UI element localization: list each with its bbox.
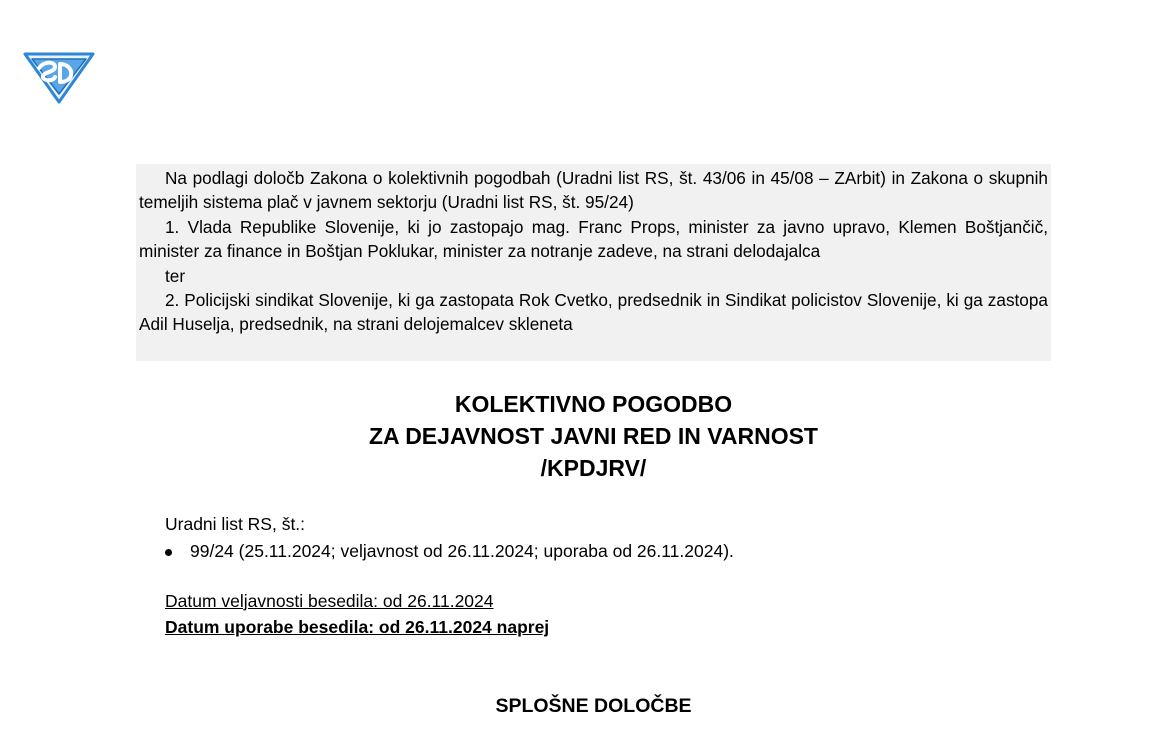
document-title — [136, 388, 1051, 484]
title-abbreviation: /KPDJRV/ — [540, 455, 647, 481]
gazette-list — [165, 538, 734, 565]
intro-block — [136, 164, 1051, 361]
bullet-icon — [165, 549, 172, 556]
sd-shield-logo-icon — [22, 48, 96, 104]
intro-paragraph: ter — [165, 265, 186, 286]
application-date: Datum uporabe besedila: od 26.11.2024 naprej — [165, 617, 550, 637]
gazette-reference — [165, 511, 734, 565]
intro-paragraph: Na podlagi določb Zakona o kolektivnih pogodbah (Uradni list RS, št. 43/06 in 45/08 – ZArbit) in Zakona o skupnih temeljih sistema plač v javnem sektorju (Uradni list RS, št. 95/24) — [139, 168, 1048, 213]
title-line: KOLEKTIVNO POGODBO — [454, 391, 733, 417]
gazette-entry — [162, 538, 734, 565]
gazette-label: Uradni list RS, št.: — [165, 514, 306, 534]
gazette-entry-text: 99/24 (25.11.2024; veljavnost od 26.11.2024; uporaba od 26.11.2024). — [190, 541, 734, 561]
intro-paragraph: 1. Vlada Republike Slovenije, ki jo zastopajo mag. Franc Props, minister za javno upravo, Klemen Boštjančič, minister za finance in Boštjan Poklukar, minister za notranje zadeve, na strani delodajalca — [139, 216, 1048, 262]
validity-date: Datum veljavnosti besedila: od 26.11.2024 — [165, 591, 494, 611]
text-dates — [165, 588, 549, 640]
title-line: ZA DEJAVNOST JAVNI RED IN VARNOST — [369, 423, 818, 449]
section-heading: SPLOŠNE DOLOČBE — [495, 695, 692, 717]
intro-paragraph: 2. Policijski sindikat Slovenije, ki ga zastopata Rok Cvetko, predsednik in Sindikat policistov Slovenije, ki ga zastopa Adil Huselja, predsednik, na strani delojemalcev skleneta — [139, 290, 1048, 335]
